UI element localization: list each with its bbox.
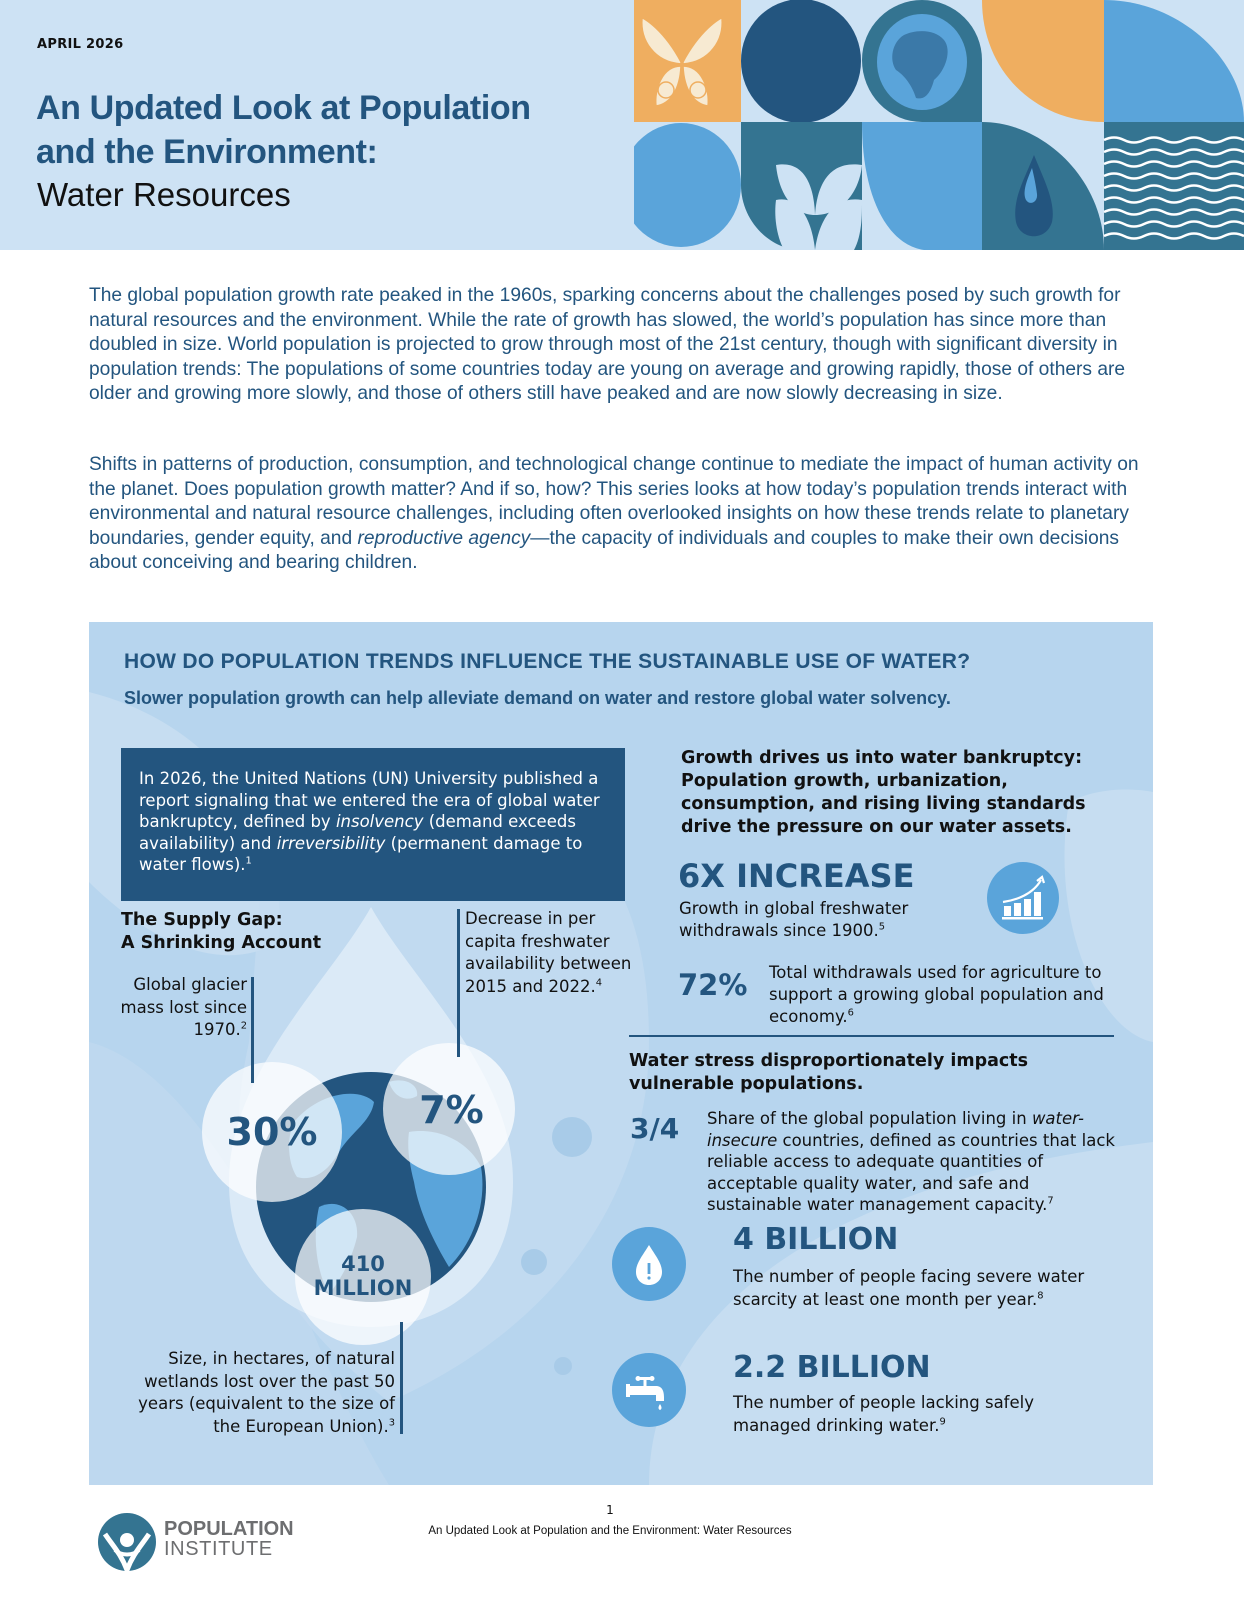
logo-line-2: INSTITUTE [164, 1538, 273, 1560]
insecure-italic: water-insecure [707, 1109, 1084, 1150]
glacier-description-text: Global glacier mass lost since 1970. [120, 975, 247, 1039]
panel-subheading: Slower population growth can help alleviate demand on water and restore global water solvency. [124, 688, 951, 708]
freshwater-leader-line [457, 909, 460, 1057]
intro-paragraph-2 [89, 453, 1149, 576]
freshwater-value: 7% [419, 1088, 484, 1132]
growth-chart-icon [987, 862, 1059, 934]
withdrawals-description-text: Growth in global freshwater withdrawals since 1900. [679, 899, 909, 940]
supply-gap-heading [121, 909, 321, 955]
wetlands-description-text: Size, in hectares, of natural wetlands lost over the past 50 years (equivalent to the size of the European Union). [138, 1349, 395, 1436]
footnote-ref: 6 [847, 1007, 854, 1019]
footnote-ref: 8 [1037, 1290, 1044, 1301]
un-text-3: (permanent damage to water flows). [139, 833, 583, 874]
wetlands-leader-line [400, 1322, 403, 1434]
glacier-description [109, 974, 247, 1042]
wetlands-value-number: 410 [341, 1252, 385, 1276]
wetlands-description [109, 1348, 395, 1438]
population-institute-logo [97, 1512, 157, 1572]
intro-paragraph-1 [89, 284, 1149, 407]
footnote-ref: 9 [939, 1416, 946, 1427]
title-line-2: and the Environment: [36, 133, 378, 171]
sky-quarter-tile-2 [862, 122, 982, 250]
footer-document-title: An Updated Look at Population and the Environment: Water Resources [428, 1525, 792, 1537]
agriculture-description-text: Total withdrawals used for agriculture to support a growing global population and economy. [769, 963, 1104, 1026]
panel-heading: HOW DO POPULATION TRENDS INFLUENCE THE SUSTAINABLE USE OF WATER? [124, 650, 971, 673]
faucet-icon [612, 1353, 686, 1427]
footnote-ref: 4 [595, 977, 603, 988]
insecure-text-b: countries, defined as countries that lack reliable access to adequate quantities of acceptable quality water, and safe and sustainable water management capacity. [707, 1130, 1115, 1214]
glacier-leader-line [251, 977, 254, 1083]
supply-gap-heading-line-1: The Supply Gap: [121, 910, 283, 930]
scarcity-description [733, 1266, 1113, 1311]
un-text-2: (demand exceeds availability) and [139, 812, 576, 853]
intro-text-1: The global population growth rate peaked in the 1960s, sparking concerns about the challenges posed by such growth for natural resources and the environment. While the rate of growth has slowed, the world’s population has since more than doubled in size. World population is projected to grow through most of the 21st century, though with significant diversity in population trends: The populations of some countries today are young on average and growing rapidly, those of others are older and growing more slowly, and those of others still have peaked and are now slowly decreasing in size. [89, 285, 1126, 404]
drinking-water-value: 2.2 BILLION [733, 1350, 931, 1385]
supply-gap-heading-line-2: A Shrinking Account [121, 933, 322, 953]
insecure-text-a: Share of the global population living in [707, 1109, 1032, 1128]
publication-date: APRIL 2026 [37, 37, 124, 52]
drinking-water-description [733, 1392, 1113, 1437]
scarcity-description-text: The number of people facing severe water scarcity at least one month per year. [733, 1267, 1085, 1309]
stress-heading: Water stress disproportionately impacts vulnerable populations. [629, 1051, 1029, 1094]
header-banner [0, 0, 1244, 250]
water-drop-alert-icon [612, 1227, 686, 1301]
logo-wordmark [164, 1519, 294, 1559]
intro-text-2-part-b: —the capacity of individuals and couples to make their own decisions about conceiving and bearing children. [89, 527, 1120, 573]
footnote-ref: 2 [240, 1020, 247, 1032]
page-number: 1 [606, 1503, 614, 1517]
un-italic-irreversibility: irreversibility [276, 833, 386, 853]
title-line-1: An Updated Look at Population [36, 89, 531, 127]
drinking-water-description-text: The number of people lacking safely managed drinking water. [733, 1393, 1034, 1435]
agriculture-value: 72% [678, 968, 748, 1002]
intro-text-2 [89, 453, 1149, 576]
page-title [36, 86, 531, 174]
growth-heading: Growth drives us into water bankruptcy: Population growth, urbanization, consumption, and rising living standards drive the pressure on our water assets. [681, 748, 1086, 837]
freshwater-description-text: Decrease in per capita freshwater availability between 2015 and 2022. [465, 909, 632, 996]
un-text-1: In 2026, the United Nations (UN) University published a report signaling that we entered the era of global water bankruptcy, defined by [139, 769, 600, 831]
agriculture-description [769, 962, 1129, 1028]
page-subtitle: Water Resources [37, 176, 291, 213]
sky-circle-tile [634, 123, 741, 247]
glacier-value: 30% [226, 1110, 318, 1154]
withdrawals-value: 6X INCREASE [678, 857, 915, 895]
insecure-value: 3/4 [630, 1112, 680, 1145]
footnote-ref: 7 [1047, 1195, 1054, 1207]
intro-text-2-part-a: Shifts in patterns of production, consumption, and technological change continue to mediate the impact of human activity on the planet. Does population growth matter? And if so, how? This series looks at how today’s population trends interact with environmental and natural resource challenges, including often overlooked insights on how these trends relate to planetary boundaries, gender equity, and [89, 454, 1139, 549]
intro-text-2-italic: reproductive agency [357, 527, 531, 549]
orange-quarter-tile [982, 0, 1104, 122]
decorative-mosaic [634, 0, 1244, 250]
navy-circle-tile [741, 0, 861, 123]
infographic-panel [89, 622, 1153, 1485]
insecure-description [707, 1108, 1127, 1216]
footnote-ref: 5 [878, 921, 886, 933]
globe-icon [877, 14, 967, 110]
footnote-ref: 3 [388, 1417, 395, 1428]
wetlands-value [293, 1252, 433, 1300]
wetlands-value-unit: MILLION [313, 1276, 413, 1300]
withdrawals-description [679, 898, 979, 942]
logo-line-1: POPULATION [164, 1518, 294, 1540]
section-divider [629, 1035, 1114, 1037]
scarcity-value: 4 BILLION [733, 1222, 899, 1257]
un-italic-insolvency: insolvency [335, 812, 424, 831]
freshwater-description [465, 908, 635, 998]
footnote-ref: 1 [245, 855, 252, 867]
sky-quarter-tile [1104, 0, 1244, 122]
